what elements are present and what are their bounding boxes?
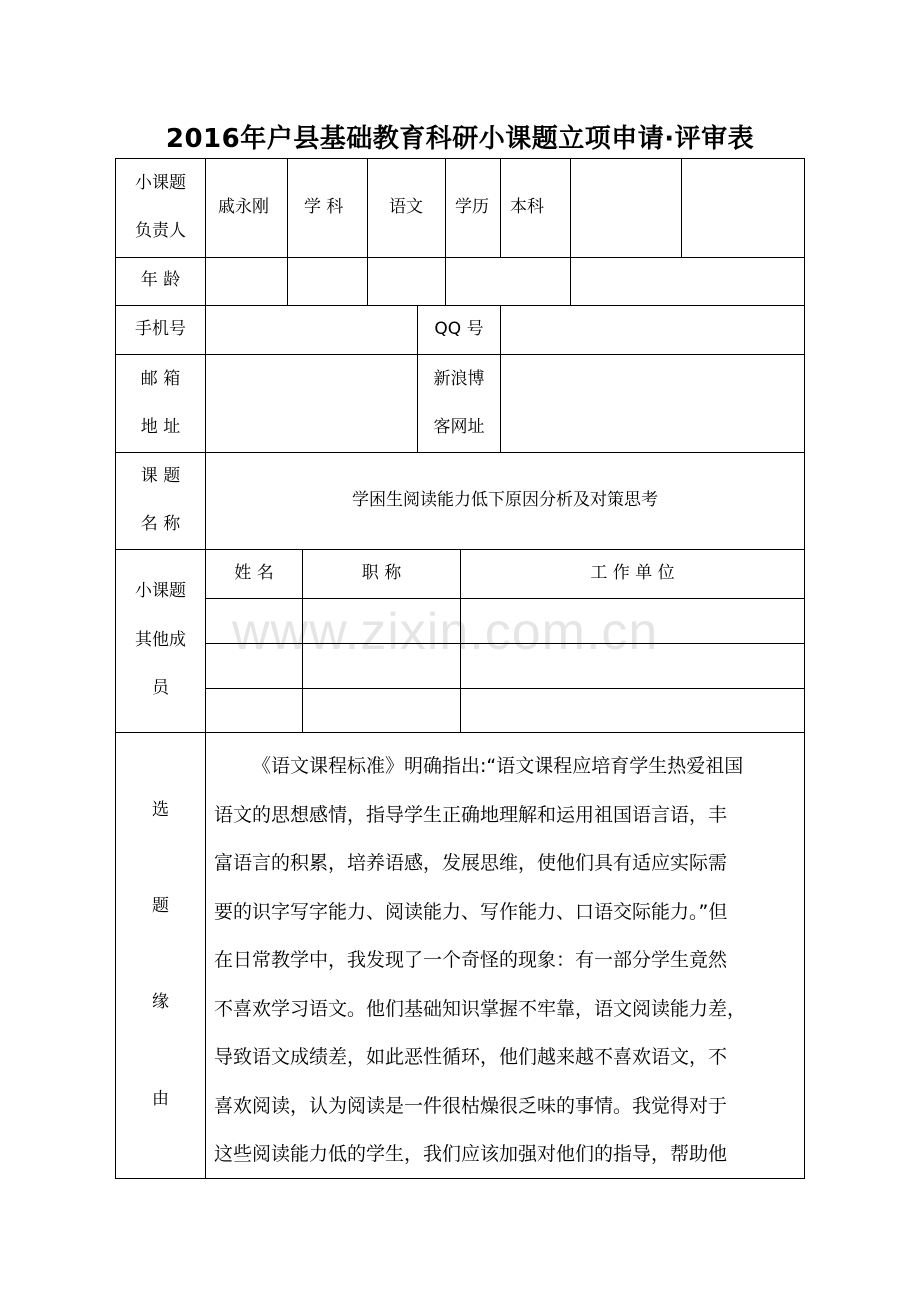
members-label-line3: 员 (152, 678, 169, 698)
reason-line: 这些阅读能力低的学生，我们应该加强对他们的指导，帮助他 (214, 1143, 728, 1165)
col-header-unit: 工 作 单 位 (590, 563, 675, 583)
subject-value: 语文 (389, 197, 423, 217)
education-label: 学历 (455, 197, 489, 217)
reason-label-char4: 由 (152, 1089, 169, 1109)
phone-label: 手机号 (135, 319, 186, 339)
leader-label-line2: 负责人 (135, 221, 186, 241)
members-label-line1: 小课题 (135, 581, 186, 601)
blog-label-line2: 客网址 (433, 417, 485, 437)
leader-label-line1: 小课题 (135, 173, 186, 193)
members-label-line2: 其他成 (135, 630, 186, 650)
reason-line: 要的识字写字能力、阅读能力、写作能力、口语交际能力。”但 (214, 900, 728, 923)
topic-label-line1: 课 题 (140, 466, 181, 486)
watermark: www.zixin.com.cn (232, 603, 659, 661)
reason-line: 不喜欢学习语文。他们基础知识掌握不牢靠，语文阅读能力差， (214, 997, 747, 1020)
topic-name: 学困生阅读能力低下原因分析及对策思考 (352, 490, 658, 510)
col-header-name: 姓 名 (234, 563, 274, 583)
qq-label: QQ 号 (434, 319, 484, 339)
reason-line: 《语文课程标准》明确指出:“语文课程应培育学生热爱祖国 (252, 755, 744, 777)
reason-paragraph (214, 742, 800, 1179)
education-value: 本科 (510, 197, 544, 217)
reason-line: 导致语文成绩差，如此恶性循环，他们越来越不喜欢语文，不 (214, 1046, 728, 1068)
reason-line: 喜欢阅读，认为阅读是一件很枯燥很乏味的事情。我觉得对于 (214, 1094, 728, 1117)
subject-label: 学 科 (304, 197, 344, 217)
col-header-title: 职 称 (361, 563, 402, 583)
reason-label-char1: 选 (152, 800, 169, 820)
reason-label-char3: 缘 (152, 992, 169, 1012)
blog-label-line1: 新浪博 (433, 369, 485, 389)
reason-line: 语文的思想感情，指导学生正确地理解和运用祖国语言语，丰 (214, 803, 728, 826)
age-label: 年 龄 (140, 270, 181, 290)
reason-line: 在日常教学中，我发现了一个奇怪的现象：有一部分学生竟然 (214, 949, 728, 971)
reason-label-char2: 题 (152, 896, 169, 916)
page-title: 2016年户县基础教育科研小课题立项申请·评审表 (165, 124, 755, 154)
leader-name: 戚永刚 (218, 197, 269, 217)
email-label-line2: 地 址 (140, 417, 181, 437)
email-label-line1: 邮 箱 (140, 369, 181, 389)
reason-line: 富语言的积累，培养语感，发展思维，使他们具有适应实际需 (214, 852, 728, 874)
topic-label-line2: 名 称 (140, 514, 181, 534)
